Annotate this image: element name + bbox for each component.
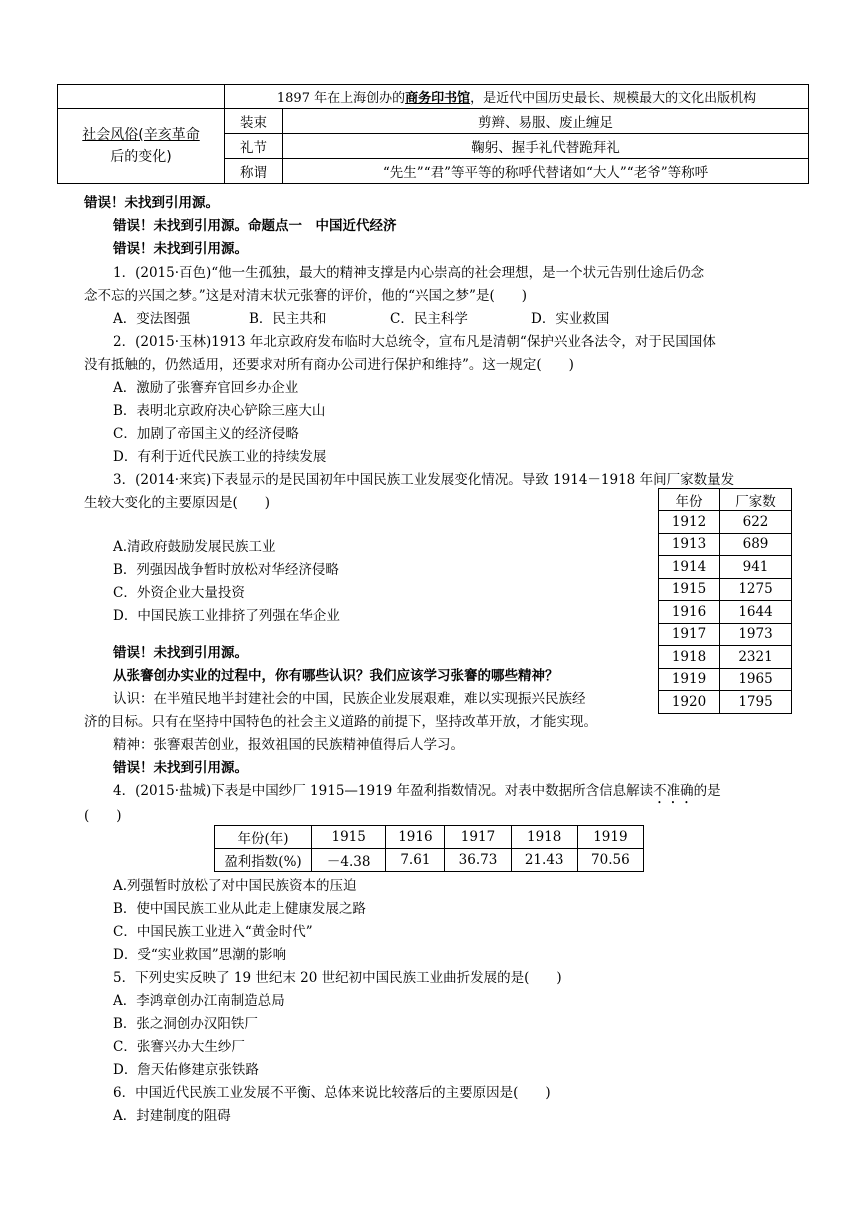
q2-line2: 没有抵触的，仍然适用，还要求对所有商办公司进行保护和维持”。这一规定( ) bbox=[84, 357, 574, 373]
count-cell: 1973 bbox=[720, 623, 792, 646]
count-cell: 1644 bbox=[720, 601, 792, 624]
table-empty-cell bbox=[58, 85, 225, 109]
year-cell: 1912 bbox=[659, 511, 720, 534]
category-line1: 社会风俗(辛亥革命 bbox=[82, 127, 200, 143]
table-row bbox=[659, 533, 792, 556]
year-cell: 1917 bbox=[659, 623, 720, 646]
publishing-row bbox=[225, 85, 809, 109]
social-customs-table bbox=[57, 84, 809, 184]
q5-option-b: B．张之洞创办汉阳铁厂 bbox=[113, 1016, 258, 1032]
q4-option-a: A.列强暂时放松了对中国民族资本的压迫 bbox=[113, 878, 357, 894]
year-cell: 1920 bbox=[659, 691, 720, 714]
q3-option-a: A.清政府鼓励发展民族工业 bbox=[113, 539, 276, 555]
q5-option-c: C．张謇兴办大生纱厂 bbox=[113, 1039, 245, 1055]
category-line2: 后的变化) bbox=[110, 149, 172, 165]
table-header: 年份 bbox=[659, 489, 720, 511]
q5-option-a: A．李鸿章创办江南制造总局 bbox=[113, 993, 285, 1009]
value-cell: 1917 bbox=[445, 826, 511, 849]
table-row bbox=[659, 623, 792, 646]
count-cell: 689 bbox=[720, 533, 792, 556]
publishing-text-b: ，是近代中国历史最长、规模最大的文化出版机构 bbox=[470, 91, 757, 106]
q2-line1: 2．(2015·玉林)1913 年北京政府发布临时大总统令，宣布凡是清朝“保护兴业各法令，对于民国国体 bbox=[113, 334, 716, 350]
count-cell: 2321 bbox=[720, 646, 792, 669]
q1-option-c: C．民主科学 bbox=[390, 311, 468, 327]
row-header-cell: 盈利指数(%) bbox=[215, 849, 312, 872]
q5-line1: 5．下列史实反映了 19 世纪末 20 世纪初中国民族工业曲折发展的是( ) bbox=[113, 970, 562, 986]
table-header: 厂家数 bbox=[720, 489, 792, 511]
q3-option-d: D．中国民族工业排挤了列强在华企业 bbox=[113, 608, 340, 624]
year-cell: 1916 bbox=[659, 601, 720, 624]
q4-emphasis: 不准确 bbox=[653, 783, 694, 799]
discussion-question: 从张謇创办实业的过程中，你有哪些认识？我们应该学习张謇的哪些精神？ bbox=[113, 668, 559, 684]
publishing-name: 商务印书馆 bbox=[405, 91, 471, 106]
q3-option-c: C．外资企业大量投资 bbox=[113, 585, 245, 601]
table-row bbox=[659, 601, 792, 624]
q1-line1: 1．(2015·百色)“他一生孤独，最大的精神支撑是内心崇高的社会理想，是一个状元告别仕途后仍念 bbox=[113, 265, 705, 281]
count-cell: 1795 bbox=[720, 691, 792, 714]
value-cell: 36.73 bbox=[445, 849, 511, 872]
year-cell: 1919 bbox=[659, 668, 720, 691]
q4-line1 bbox=[113, 779, 721, 807]
row-text: 鞠躬、握手礼代替跪拜礼 bbox=[283, 134, 809, 159]
error-heading: 错误！未找到引用源。 bbox=[113, 760, 248, 776]
q4-option-c: C．中国民族工业进入“黄金时代” bbox=[113, 924, 313, 940]
section-title: 错误！未找到引用源。命题点一 中国近代经济 bbox=[113, 218, 397, 234]
table-row bbox=[659, 556, 792, 579]
q2-option-a: A．激励了张謇弃官回乡办企业 bbox=[113, 380, 299, 396]
error-heading: 错误！未找到引用源。 bbox=[113, 241, 248, 257]
discussion-answer1-line1: 认识：在半殖民地半封建社会的中国，民族企业发展艰难，难以实现振兴民族经 bbox=[113, 691, 586, 707]
q3-line2: 生较大变化的主要原因是( ) bbox=[84, 495, 271, 511]
value-cell: 1916 bbox=[386, 826, 445, 849]
count-cell: 1275 bbox=[720, 578, 792, 601]
row-label: 装束 bbox=[225, 109, 283, 134]
value-cell: 1915 bbox=[312, 826, 386, 849]
count-cell: 622 bbox=[720, 511, 792, 534]
q6-option-a: A．封建制度的阻碍 bbox=[113, 1108, 231, 1124]
table-row bbox=[215, 826, 644, 849]
year-cell: 1918 bbox=[659, 646, 720, 669]
q5-option-d: D．詹天佑修建京张铁路 bbox=[113, 1062, 259, 1078]
q2-option-c: C．加剧了帝国主义的经济侵略 bbox=[113, 426, 299, 442]
category-cell bbox=[58, 109, 225, 184]
table-row bbox=[659, 511, 792, 534]
value-cell: 70.56 bbox=[577, 849, 643, 872]
error-heading: 错误！未找到引用源。 bbox=[84, 195, 219, 211]
row-text: 剪辫、易服、废止缠足 bbox=[283, 109, 809, 134]
year-cell: 1915 bbox=[659, 578, 720, 601]
discussion-answer1-line2: 济的目标。只有在坚持中国特色的社会主义道路的前提下，坚持改革开放，才能实现。 bbox=[84, 714, 597, 730]
row-label: 称谓 bbox=[225, 159, 283, 184]
publishing-text-a: 1897 年在上海创办的 bbox=[276, 91, 406, 106]
profit-index-table bbox=[214, 825, 644, 872]
value-cell: 1918 bbox=[511, 826, 577, 849]
q4-option-d: D．受“实业救国”思潮的影响 bbox=[113, 947, 287, 963]
value-cell: 1919 bbox=[577, 826, 643, 849]
table-row bbox=[659, 578, 792, 601]
year-cell: 1914 bbox=[659, 556, 720, 579]
table-row bbox=[215, 849, 644, 872]
q4-line1-a: 4．(2015·盐城)下表是中国纱厂 1915—1919 年盈利指数情况。对表中数据所含信息解读 bbox=[113, 783, 654, 799]
year-cell: 1913 bbox=[659, 533, 720, 556]
row-header-cell: 年份(年) bbox=[215, 826, 312, 849]
q1-line2: 念不忘的兴国之梦。”这是对清末状元张謇的评价，他的“兴国之梦”是( ) bbox=[84, 288, 527, 304]
row-label: 礼节 bbox=[225, 134, 283, 159]
value-cell: －4.38 bbox=[312, 849, 386, 872]
q2-option-d: D．有利于近代民族工业的持续发展 bbox=[113, 449, 327, 465]
value-cell: 7.61 bbox=[386, 849, 445, 872]
q4-line2: ( ) bbox=[84, 808, 122, 824]
error-heading: 错误！未找到引用源。 bbox=[113, 645, 248, 661]
count-cell: 941 bbox=[720, 556, 792, 579]
discussion-answer2: 精神：张謇艰苦创业，报效祖国的民族精神值得后人学习。 bbox=[113, 737, 464, 753]
q4-line1-b: 的是 bbox=[693, 783, 721, 799]
q3-option-b: B．列强因战争暂时放松对华经济侵略 bbox=[113, 562, 339, 578]
q1-option-a: A．变法图强 bbox=[113, 311, 191, 327]
table-row bbox=[659, 646, 792, 669]
value-cell: 21.43 bbox=[511, 849, 577, 872]
q4-option-b: B．使中国民族工业从此走上健康发展之路 bbox=[113, 901, 366, 917]
table-row bbox=[659, 691, 792, 714]
count-cell: 1965 bbox=[720, 668, 792, 691]
table-row bbox=[659, 668, 792, 691]
row-text: “先生”“君”等平等的称呼代替诸如“大人”“老爷”等称呼 bbox=[283, 159, 809, 184]
q6-line1: 6．中国近代民族工业发展不平衡、总体来说比较落后的主要原因是( ) bbox=[113, 1085, 551, 1101]
q3-line1: 3．(2014·来宾)下表显示的是民国初年中国民族工业发展变化情况。导致 1914－1918 年间厂家数量发 bbox=[113, 472, 735, 488]
q2-option-b: B．表明北京政府决心铲除三座大山 bbox=[113, 403, 326, 419]
q1-option-d: D．实业救国 bbox=[531, 311, 610, 327]
q1-option-b: B．民主共和 bbox=[249, 311, 327, 327]
factory-count-table bbox=[658, 488, 792, 714]
